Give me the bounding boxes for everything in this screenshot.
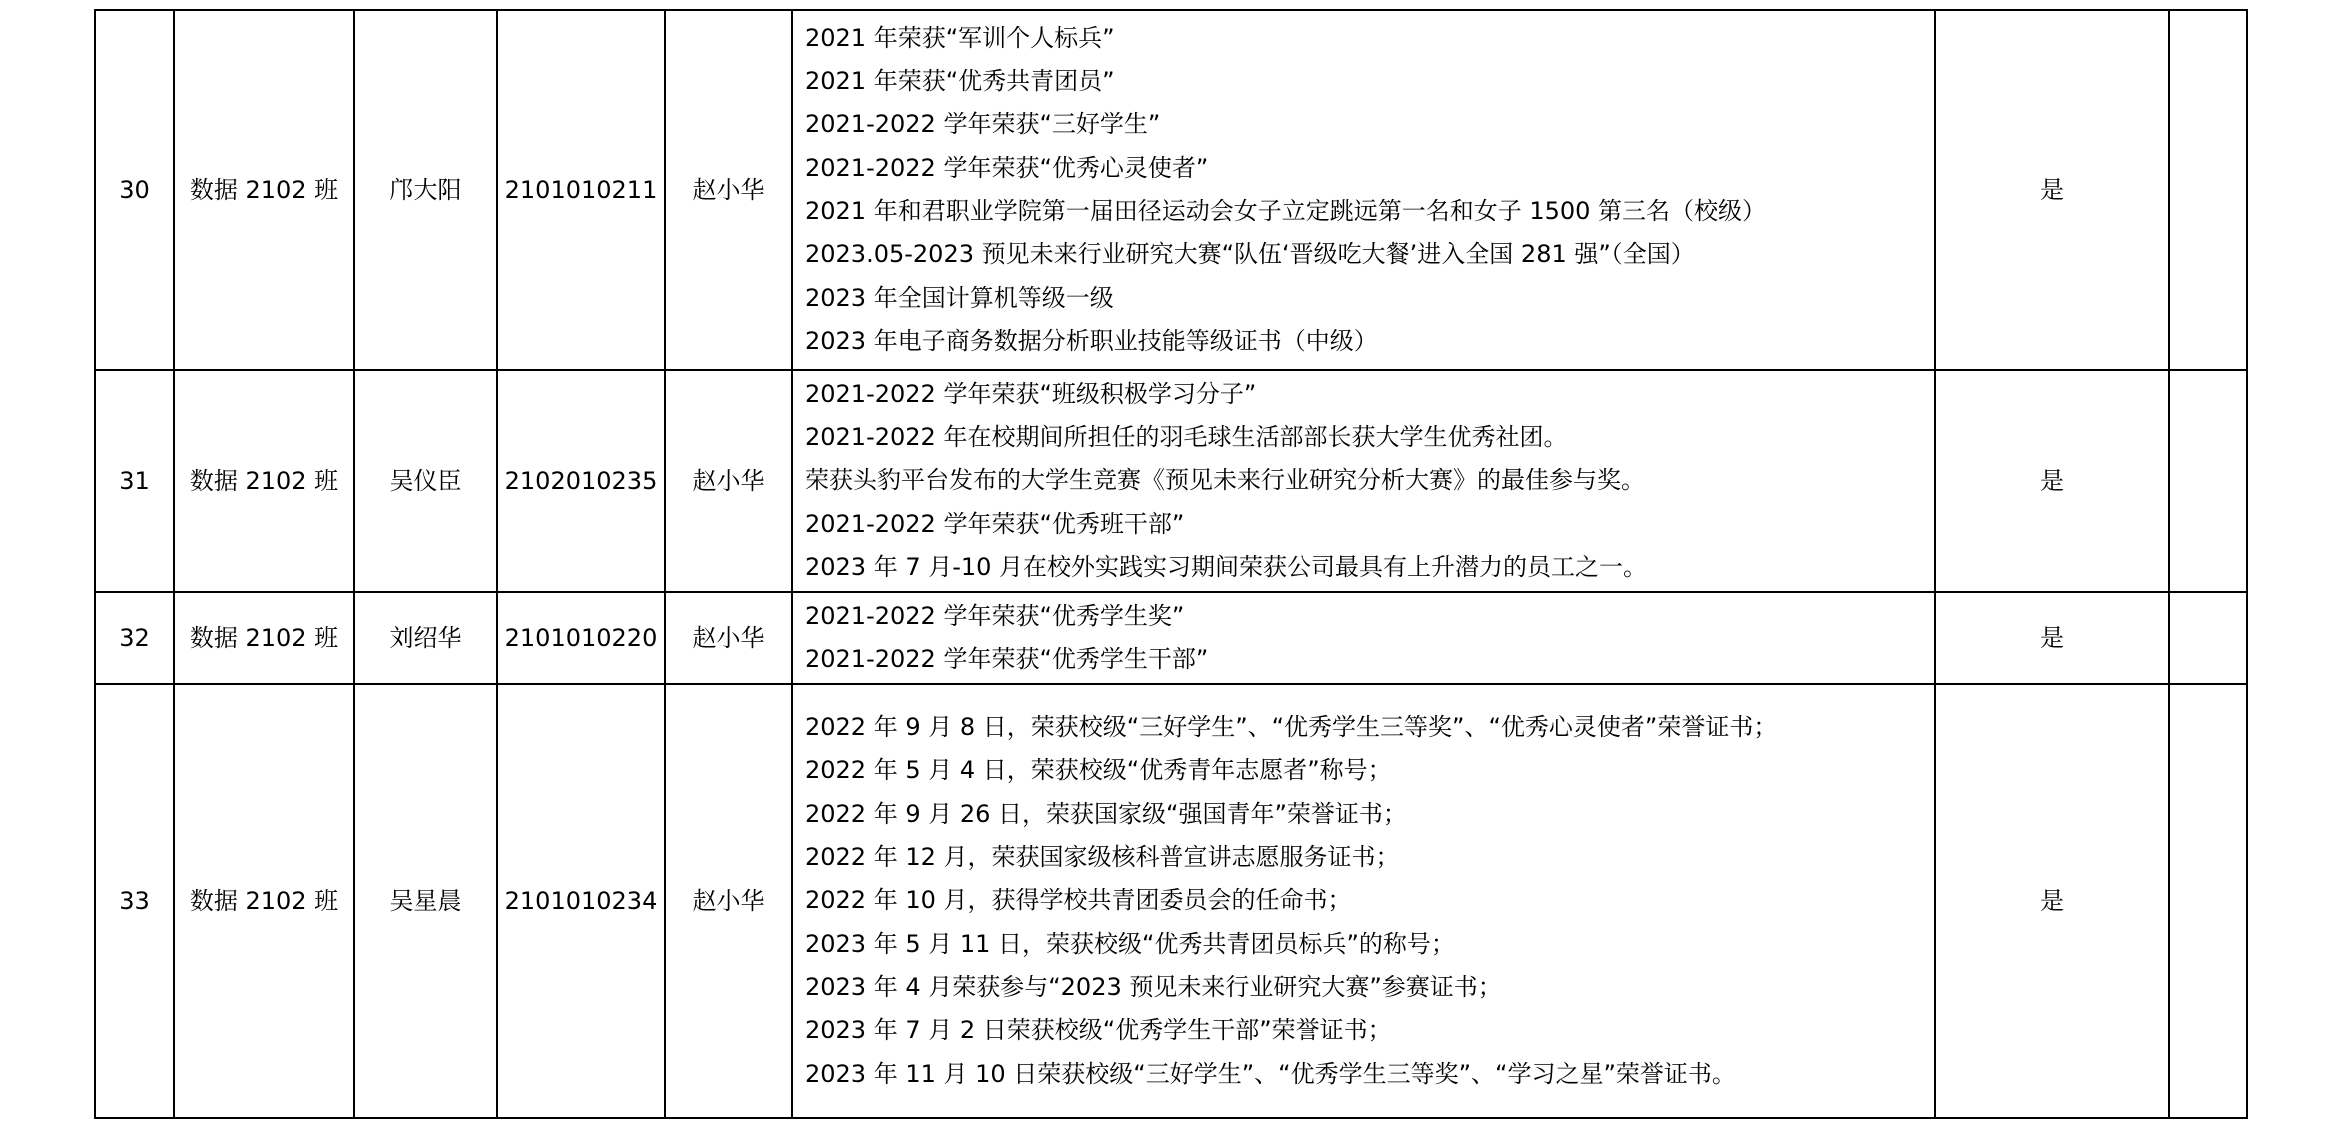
advisor-name: 赵小华 bbox=[665, 684, 792, 1118]
award-item: 2021 年和君职业学院第一届田径运动会女子立定跳远第一名和女子 1500 第三名（校级） bbox=[805, 197, 1767, 225]
result-cell: 是 bbox=[1935, 592, 2169, 684]
student-name: 吴仪臣 bbox=[354, 370, 497, 592]
class-name: 数据 2102 班 bbox=[174, 10, 354, 370]
award-item: 2023 年 7 月 2 日荣获校级“优秀学生干部”荣誉证书； bbox=[805, 1016, 1392, 1045]
award-item: 2022 年 5 月 4 日，荣获校级“优秀青年志愿者”称号； bbox=[805, 756, 1392, 785]
award-item: 2021-2022 学年荣获“优秀班干部” bbox=[805, 509, 1185, 538]
row-number: 30 bbox=[95, 10, 174, 370]
award-item: 2021-2022 学年荣获“班级积极学习分子” bbox=[805, 379, 1257, 408]
student-id: 2101010234 bbox=[497, 684, 665, 1118]
class-name: 数据 2102 班 bbox=[174, 592, 354, 684]
award-item: 2023 年 4 月荣获参与“2023 预见未来行业研究大赛”参赛证书； bbox=[805, 972, 1502, 1001]
result-cell: 是 bbox=[1935, 10, 2169, 370]
table-row bbox=[95, 370, 2247, 592]
note-cell bbox=[2169, 370, 2247, 592]
award-item: 2022 年 9 月 26 日，荣获国家级“强国青年”荣誉证书； bbox=[805, 799, 1407, 828]
student-name: 邝大阳 bbox=[354, 10, 497, 370]
award-item: 2021 年荣获“优秀共青团员” bbox=[805, 67, 1115, 96]
award-item: 2022 年 10 月，获得学校共青团委员会的任命书； bbox=[805, 886, 1352, 915]
award-item: 2021-2022 学年荣获“优秀学生奖” bbox=[805, 601, 1185, 630]
student-id: 2101010220 bbox=[497, 592, 665, 684]
row-number: 31 bbox=[95, 370, 174, 592]
result-cell: 是 bbox=[1935, 684, 2169, 1118]
award-item: 荣获头豹平台发布的大学生竞赛《预见未来行业研究分析大赛》的最佳参与奖。 bbox=[805, 466, 1645, 495]
honors-table bbox=[94, 9, 2248, 1119]
note-cell bbox=[2169, 10, 2247, 370]
advisor-name: 赵小华 bbox=[665, 10, 792, 370]
table-row bbox=[95, 10, 2247, 370]
awards-list bbox=[792, 592, 1935, 684]
award-item: 2023 年电子商务数据分析职业技能等级证书（中级） bbox=[805, 326, 1378, 355]
award-item: 2021 年荣获“军训个人标兵” bbox=[805, 23, 1115, 52]
table-row bbox=[95, 592, 2247, 684]
award-item: 2023 年全国计算机等级一级 bbox=[805, 283, 1114, 312]
student-id: 2101010211 bbox=[497, 10, 665, 370]
award-item: 2023 年 11 月 10 日荣获校级“三好学生”、“优秀学生三等奖”、“学习之星”荣誉证书。 bbox=[805, 1059, 1736, 1088]
award-item: 2022 年 9 月 8 日，荣获校级“三好学生”、“优秀学生三等奖”、“优秀心灵使者”荣誉证书； bbox=[805, 713, 1778, 742]
note-cell bbox=[2169, 684, 2247, 1118]
award-item: 2021-2022 学年荣获“优秀心灵使者” bbox=[805, 153, 1209, 182]
class-name: 数据 2102 班 bbox=[174, 684, 354, 1118]
table-row bbox=[95, 684, 2247, 1118]
award-item: 2023 年 5 月 11 日，荣获校级“优秀共青团员标兵”的称号； bbox=[805, 929, 1455, 958]
class-name: 数据 2102 班 bbox=[174, 370, 354, 592]
row-number: 32 bbox=[95, 592, 174, 684]
awards-list bbox=[792, 10, 1935, 370]
award-item: 2023.05-2023 预见未来行业研究大赛“队伍‘晋级吃大餐’进入全国 281 强”（全国） bbox=[805, 240, 1695, 269]
award-item: 2021-2022 学年荣获“三好学生” bbox=[805, 110, 1161, 139]
awards-list bbox=[792, 684, 1935, 1118]
student-name: 吴星晨 bbox=[354, 684, 497, 1118]
row-number: 33 bbox=[95, 684, 174, 1118]
advisor-name: 赵小华 bbox=[665, 592, 792, 684]
award-item: 2022 年 12 月，荣获国家级核科普宣讲志愿服务证书； bbox=[805, 843, 1400, 872]
result-cell: 是 bbox=[1935, 370, 2169, 592]
awards-list bbox=[792, 370, 1935, 592]
advisor-name: 赵小华 bbox=[665, 370, 792, 592]
award-item: 2021-2022 年在校期间所担任的羽毛球生活部部长获大学生优秀社团。 bbox=[805, 423, 1568, 452]
note-cell bbox=[2169, 592, 2247, 684]
award-item: 2021-2022 学年荣获“优秀学生干部” bbox=[805, 645, 1209, 673]
student-id: 2102010235 bbox=[497, 370, 665, 592]
student-name: 刘绍华 bbox=[354, 592, 497, 684]
award-item: 2023 年 7 月-10 月在校外实践实习期间荣获公司最具有上升潜力的员工之一。 bbox=[805, 552, 1648, 581]
